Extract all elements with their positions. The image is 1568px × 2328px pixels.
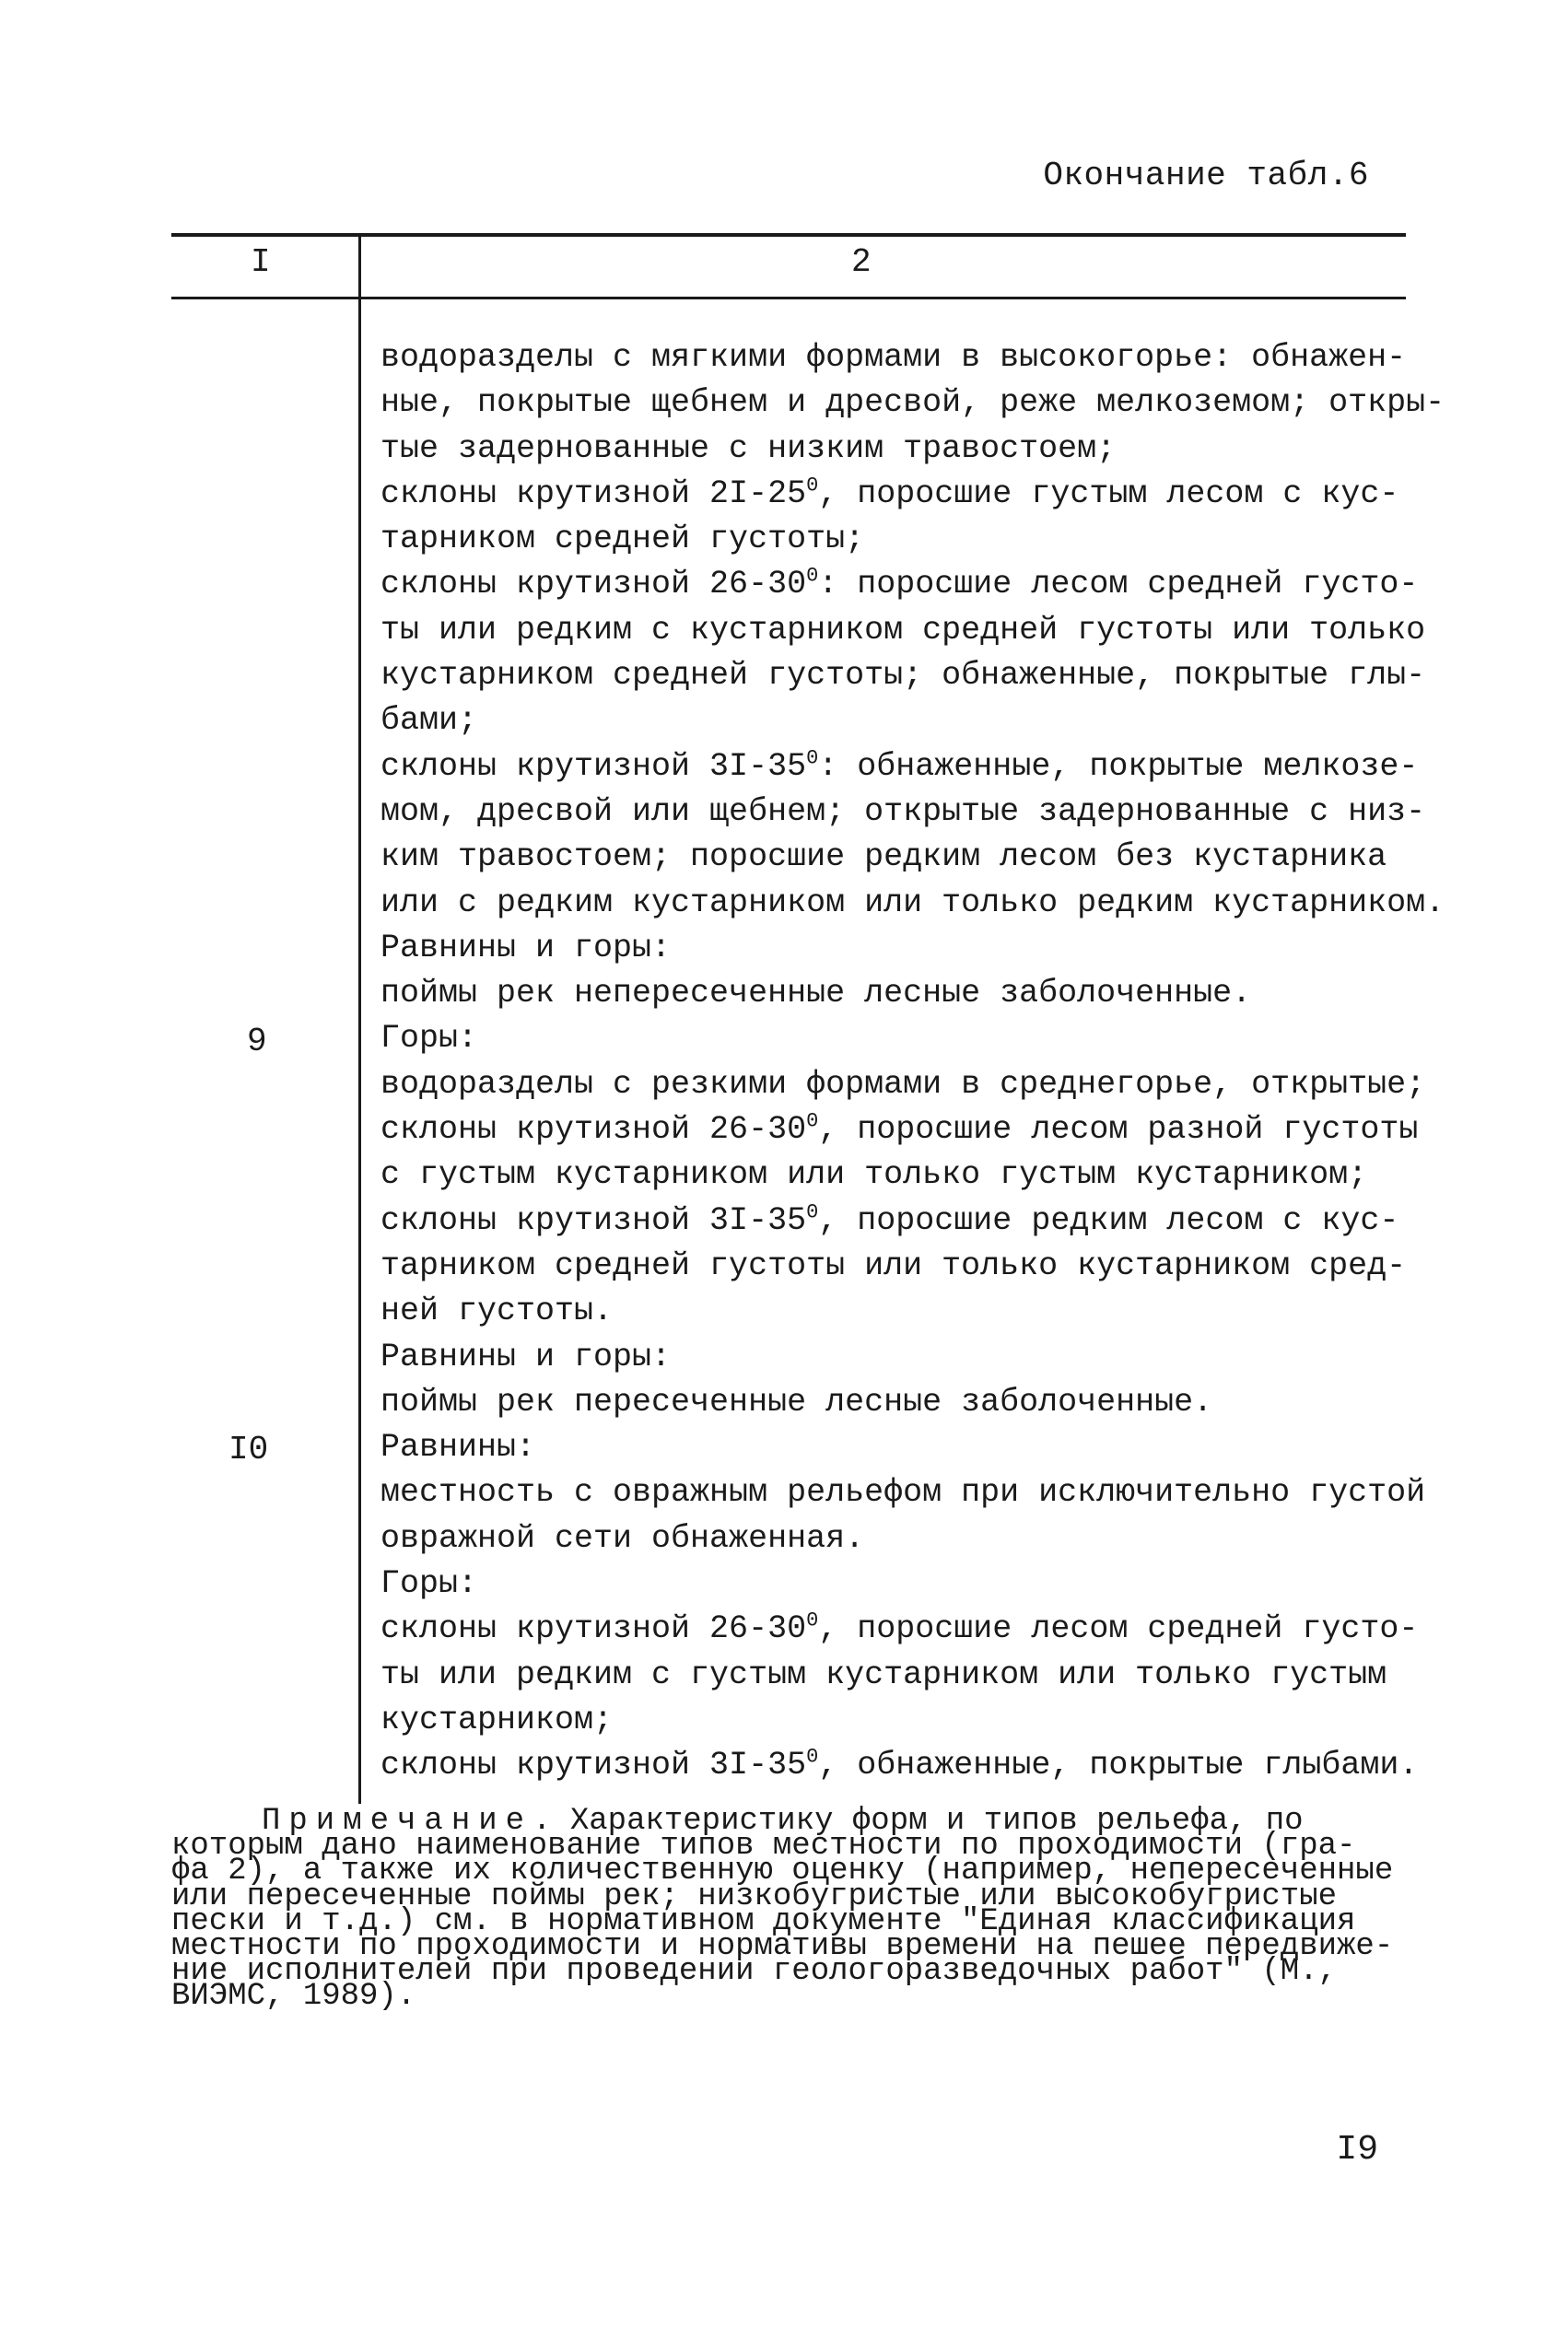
table-text-line: тарником средней густоты;	[380, 521, 865, 558]
note-line: ВИЭМС, 1989).	[171, 1979, 416, 2015]
table-top-rule	[171, 233, 1406, 237]
table-text-line: водоразделы с резкими формами в среднегорье, открытые;	[380, 1065, 1426, 1103]
table-text-line: склоны крутизной $26-30^0$, поросшие лесом разной густоты	[380, 1109, 1419, 1149]
table-text-line: поймы рек непересеченные лесные заболоченные.	[380, 975, 1252, 1012]
note-paragraph	[171, 1804, 1394, 2015]
page-number: I9	[1336, 2130, 1378, 2170]
table-text-line: склоны крутизной $3I-35^0$: обнаженные, покрытые мелкозе-	[380, 746, 1419, 785]
note-line: пески и т.д.) см. в нормативном документе "Единая классификация	[171, 1903, 1356, 1939]
table-text-line: склоны крутизной $2I-25^0$, поросшие густым лесом с кус-	[380, 474, 1399, 512]
table-header-rule	[171, 297, 1406, 299]
note-line: ние исполнителей при проведении геологоразведочных работ" (М.,	[171, 1954, 1338, 1990]
table-text-line: тые задернованные с низким травостоем;	[380, 429, 1117, 467]
table-text-line: Горы:	[380, 1565, 478, 1603]
table-text-line: овражной сети обнаженная.	[380, 1519, 865, 1557]
note-line: или пересеченные поймы рек; низкобугристые или высокобугристые	[171, 1878, 1338, 1914]
table-column-divider	[358, 233, 361, 1804]
table-text-line: склоны крутизной $3I-35^0$, поросшие редким лесом с кус-	[380, 1199, 1399, 1239]
table-text-line: местность с овражным рельефом при исключительно густой	[380, 1474, 1426, 1512]
table-header-column-1: I	[251, 243, 271, 281]
note-line: которым дано наименование типов местности по проходимости (гра-	[171, 1829, 1356, 1865]
table-text-line: ные, покрытые щебнем и дресвой, реже мелкоземом; откры-	[380, 384, 1445, 422]
table-text-line: Горы:	[380, 1020, 478, 1058]
table-text-line: ким травостоем; поросшие редким лесом без кустарника	[380, 838, 1387, 876]
table-text-line: ты или редким с кустарником средней густоты или только	[380, 611, 1426, 649]
table-text-line: мом, дресвой или щебнем; открытые задернованные с низ-	[380, 792, 1426, 830]
table-text-line: водоразделы с мягкими формами в высокогорье: обнажен-	[380, 339, 1407, 376]
table-text-line: Равнины и горы:	[380, 1338, 672, 1375]
table-text-line: кустарником;	[380, 1701, 614, 1738]
table-text-line: бами;	[380, 702, 478, 740]
note-line: местности по проходимости и нормативы времени на пешее передвиже-	[171, 1928, 1394, 1964]
table-caption: Окончание табл.6	[1043, 157, 1369, 194]
table-text-line: склоны крутизной $26-30^0$: поросшие лесом средней густо-	[380, 564, 1419, 603]
table-header-column-2: 2	[851, 243, 872, 281]
table-text-line: склоны крутизной $26-30^0$, поросшие лесом средней густо-	[380, 1609, 1419, 1648]
table-text-line: ты или редким с густым кустарником или только густым	[380, 1655, 1387, 1693]
table-text-line: Равнины и горы:	[380, 929, 672, 966]
table-text-line: кустарником средней густоты; обнаженные, покрытые глы-	[380, 657, 1426, 695]
row-number-9: 9	[247, 1023, 267, 1060]
row-number-10: I0	[228, 1431, 269, 1468]
table-column-2-text	[380, 335, 1445, 1789]
note-line: Примечание. Характеристику форм и типов рельефа, по	[262, 1804, 1304, 1839]
table-text-line: Равнины:	[380, 1429, 536, 1467]
table-text-line: поймы рек пересеченные лесные заболоченные.	[380, 1383, 1213, 1421]
table-text-line: ней густоты.	[380, 1293, 614, 1330]
table-text-line: склоны крутизной $3I-35^0$, обнаженные, покрытые глыбами.	[380, 1745, 1419, 1784]
table-text-line: с густым кустарником или только густым кустарником;	[380, 1156, 1368, 1194]
note-label: Примечание	[262, 1804, 533, 1839]
note-line: фа 2), а также их количественную оценку (например, непересеченные	[171, 1854, 1394, 1889]
table-text-line: или с редким кустарником или только редким кустарником.	[380, 883, 1445, 921]
table-text-line: тарником средней густоты или только кустарником сред-	[380, 1246, 1407, 1284]
